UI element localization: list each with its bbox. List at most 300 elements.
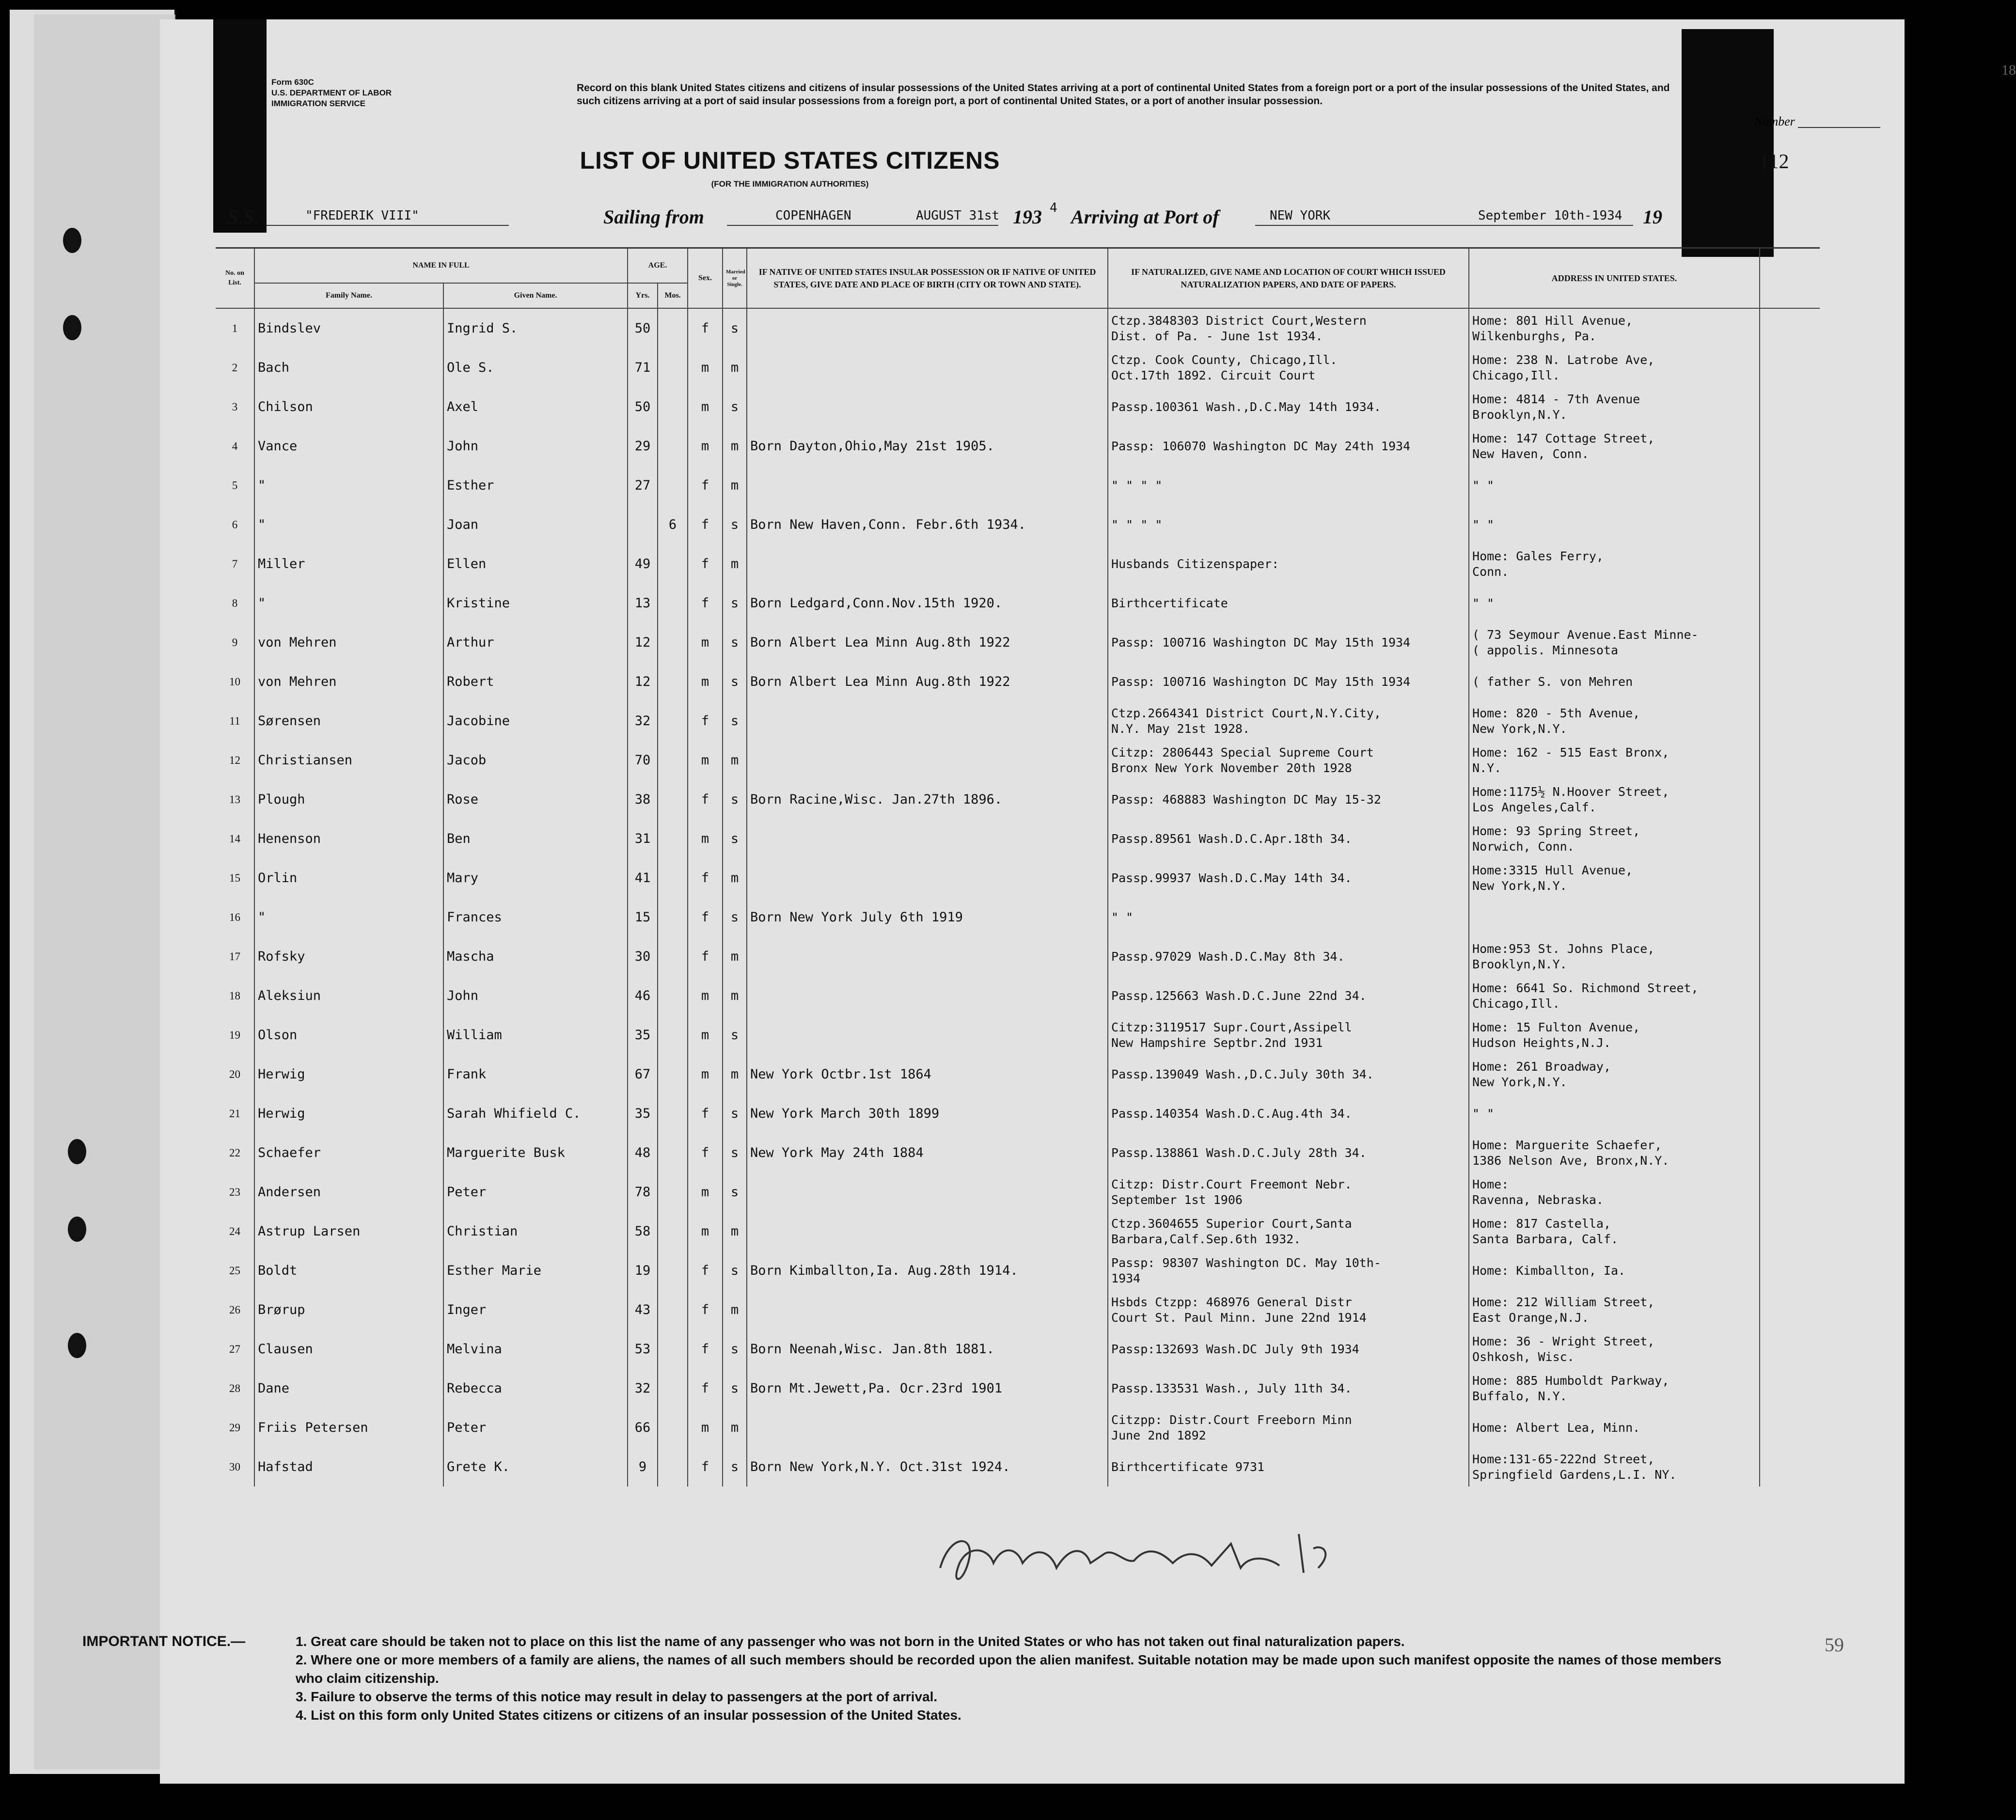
cell-given: Peter [443, 1172, 628, 1212]
cell-ms: m [723, 741, 747, 780]
cell-yrs: 41 [628, 858, 658, 898]
cell-yrs: 13 [628, 584, 658, 623]
cell-addr: Home: Ravenna, Nebraska. [1469, 1172, 1760, 1212]
cell-no: 26 [229, 1303, 240, 1316]
cell-sex: m [688, 819, 723, 858]
cell-birth [747, 544, 1108, 584]
cell-given: Kristine [443, 584, 628, 623]
cell-birth [747, 819, 1108, 858]
binder-hole [63, 228, 81, 253]
cell-given: Esther Marie [443, 1251, 628, 1290]
cell-no: 1 [232, 322, 238, 334]
cell-yrs: 50 [628, 308, 658, 348]
cell-ms: m [723, 1212, 747, 1251]
cell-sex: f [688, 1094, 723, 1133]
cell-given: Robert [443, 662, 628, 701]
cell-ms: s [723, 1133, 747, 1172]
cell-family: Sørensen [254, 701, 443, 741]
cell-given: Jacob [443, 741, 628, 780]
cell-family: von Mehren [254, 623, 443, 662]
table-row [216, 1447, 1820, 1487]
cell-sex: f [688, 505, 723, 544]
year-trailing: 19 [1643, 206, 1662, 228]
cell-family: von Mehren [254, 662, 443, 701]
cell-sex: m [688, 1055, 723, 1094]
cell-yrs: 53 [628, 1329, 658, 1369]
cell-mos [658, 1172, 688, 1212]
header-given-name: Given Name. [443, 283, 628, 308]
header-family-name: Family Name. [254, 283, 443, 308]
cell-sex: f [688, 898, 723, 937]
cell-addr: Home: Kimballton, Ia. [1469, 1251, 1760, 1290]
cell-no: 5 [232, 479, 238, 491]
table-row [216, 976, 1820, 1015]
sailing-label: Sailing from [603, 206, 704, 228]
cell-nat: " " " " [1108, 505, 1469, 544]
sheet-number: 59 [1825, 1634, 1844, 1656]
cell-birth: Born Ledgard,Conn.Nov.15th 1920. [747, 584, 1108, 623]
cell-blank [1760, 1447, 1820, 1487]
cell-yrs: 71 [628, 348, 658, 387]
header-sex: Sex. [688, 248, 723, 309]
cell-sex: f [688, 701, 723, 741]
inspector-signature [930, 1515, 1367, 1592]
cell-sex: m [688, 1408, 723, 1447]
cell-blank [1760, 898, 1820, 937]
cell-blank [1760, 1055, 1820, 1094]
cell-addr: Home: 817 Castella, Santa Barbara, Calf. [1469, 1212, 1760, 1251]
cell-nat: Passp:132693 Wash.DC July 9th 1934 [1108, 1329, 1469, 1369]
cell-family: Astrup Larsen [254, 1212, 443, 1251]
cell-birth [747, 701, 1108, 741]
cell-no: 29 [229, 1421, 240, 1434]
header-address: ADDRESS IN UNITED STATES. [1469, 248, 1760, 309]
cell-no: 19 [229, 1029, 240, 1041]
cell-nat: Ctzp.2664341 District Court,N.Y.City, N.Y. May 21st 1928. [1108, 701, 1469, 741]
cell-yrs: 19 [628, 1251, 658, 1290]
cell-family: Christiansen [254, 741, 443, 780]
cell-mos [658, 348, 688, 387]
paper-stack-inner [34, 15, 175, 1769]
cell-blank [1760, 1212, 1820, 1251]
port-from: COPENHAGEN [775, 208, 851, 223]
cell-yrs: 46 [628, 976, 658, 1015]
underline [1255, 225, 1633, 226]
cell-ms: m [723, 858, 747, 898]
cell-blank [1760, 858, 1820, 898]
notice-item: 1. Great care should be taken not to place on this list the name of any passenger who was not born in the United States or who has not taken out final naturalization papers. [296, 1634, 1405, 1649]
cell-given: Rebecca [443, 1369, 628, 1408]
cell-ms: m [723, 1290, 747, 1329]
cell-addr [1469, 898, 1760, 937]
cell-sex: f [688, 858, 723, 898]
cell-addr: Home: 238 N. Latrobe Ave, Chicago,Ill. [1469, 348, 1760, 387]
cell-birth [747, 387, 1108, 427]
number-line [1798, 127, 1880, 128]
cell-nat: Passp.89561 Wash.D.C.Apr.18th 34. [1108, 819, 1469, 858]
cell-ms: m [723, 937, 747, 976]
cell-mos [658, 1408, 688, 1447]
cell-mos [658, 1369, 688, 1408]
cell-no: 21 [229, 1107, 240, 1120]
cell-blank [1760, 308, 1820, 348]
cell-mos [658, 1251, 688, 1290]
table-row [216, 1369, 1820, 1408]
table-row [216, 780, 1820, 819]
cell-ms: s [723, 780, 747, 819]
cell-sex: f [688, 1329, 723, 1369]
cell-nat: Passp.140354 Wash.D.C.Aug.4th 34. [1108, 1094, 1469, 1133]
cell-sex: m [688, 1015, 723, 1055]
cell-given: Inger [443, 1290, 628, 1329]
cell-sex: f [688, 937, 723, 976]
cell-addr: Home: 885 Humboldt Parkway, Buffalo, N.Y. [1469, 1369, 1760, 1408]
cell-yrs: 35 [628, 1094, 658, 1133]
table-row [216, 308, 1820, 348]
cell-ms: s [723, 819, 747, 858]
cell-birth [747, 976, 1108, 1015]
cell-yrs: 38 [628, 780, 658, 819]
cell-sex: f [688, 1251, 723, 1290]
cell-yrs: 29 [628, 427, 658, 466]
cell-family: Olson [254, 1015, 443, 1055]
cell-addr: Home: 261 Broadway, New York,N.Y. [1469, 1055, 1760, 1094]
cell-blank [1760, 1251, 1820, 1290]
cell-no: 23 [229, 1186, 240, 1198]
cell-nat: Ctzp. Cook County, Chicago,Ill. Oct.17th 1892. Circuit Court [1108, 348, 1469, 387]
cell-addr: " " [1469, 505, 1760, 544]
cell-no: 8 [232, 597, 238, 609]
table-row [216, 937, 1820, 976]
cell-birth [747, 1015, 1108, 1055]
cell-no: 12 [229, 754, 240, 766]
cell-birth: Born Albert Lea Minn Aug.8th 1922 [747, 623, 1108, 662]
table-row [216, 1094, 1820, 1133]
cell-mos [658, 387, 688, 427]
number-label: Number [1754, 114, 1795, 128]
cell-addr: ( father S. von Mehren [1469, 662, 1760, 701]
cell-given: Christian [443, 1212, 628, 1251]
cell-ms: s [723, 1329, 747, 1369]
cell-blank [1760, 466, 1820, 505]
cell-no: 14 [229, 832, 240, 845]
form-number: Form 630C [271, 78, 314, 87]
ship-name: "FREDERIK VIII" [305, 208, 419, 223]
cell-nat: Passp.100361 Wash.,D.C.May 14th 1934. [1108, 387, 1469, 427]
cell-nat: Passp.138861 Wash.D.C.July 28th 34. [1108, 1133, 1469, 1172]
cell-nat: Passp: 100716 Washington DC May 15th 1934 [1108, 623, 1469, 662]
arriving-label: Arriving at Port of [1071, 206, 1219, 228]
cell-addr: Home:1175½ N.Hoover Street, Los Angeles,Calf. [1469, 780, 1760, 819]
cell-nat: Citzpp: Distr.Court Freeborn Minn June 2nd 1892 [1108, 1408, 1469, 1447]
cell-yrs: 30 [628, 937, 658, 976]
cell-yrs: 12 [628, 623, 658, 662]
cell-mos [658, 623, 688, 662]
cell-yrs: 67 [628, 1055, 658, 1094]
table-row [216, 584, 1820, 623]
cell-addr: Home: 147 Cottage Street, New Haven, Conn. [1469, 427, 1760, 466]
cell-birth: Born New York July 6th 1919 [747, 898, 1108, 937]
cell-family: Schaefer [254, 1133, 443, 1172]
cell-ms: s [723, 898, 747, 937]
cell-ms: s [723, 1251, 747, 1290]
cell-family: Plough [254, 780, 443, 819]
cell-birth: Born Kimballton,Ia. Aug.28th 1914. [747, 1251, 1108, 1290]
page-number: 112 [1759, 151, 1789, 173]
cell-mos [658, 780, 688, 819]
cell-ms: m [723, 1055, 747, 1094]
cell-addr: " " [1469, 584, 1760, 623]
cell-birth: New York Octbr.1st 1864 [747, 1055, 1108, 1094]
cell-no: 7 [232, 557, 238, 570]
cell-ms: m [723, 427, 747, 466]
date-from: AUGUST 31st [916, 208, 1000, 223]
cell-sex: f [688, 584, 723, 623]
cell-sex: m [688, 662, 723, 701]
cell-family: Rofsky [254, 937, 443, 976]
cell-no: 3 [232, 400, 238, 413]
cell-no: 16 [229, 911, 240, 923]
cell-family: " [254, 898, 443, 937]
cell-yrs: 66 [628, 1408, 658, 1447]
cell-nat: Citzp: Distr.Court Freemont Nebr. September 1st 1906 [1108, 1172, 1469, 1212]
cell-given: Ellen [443, 544, 628, 584]
header-mos: Mos. [658, 283, 688, 308]
cell-mos [658, 427, 688, 466]
cell-blank [1760, 1094, 1820, 1133]
cell-no: 17 [229, 950, 240, 963]
cell-given: Grete K. [443, 1447, 628, 1487]
cell-yrs: 9 [628, 1447, 658, 1487]
cell-mos [658, 701, 688, 741]
cell-addr: Home: 820 - 5th Avenue, New York,N.Y. [1469, 701, 1760, 741]
corner-mark: 18 [2001, 62, 2016, 78]
cell-given: Joan [443, 505, 628, 544]
cell-no: 28 [229, 1382, 240, 1394]
cell-given: Marguerite Busk [443, 1133, 628, 1172]
cell-given: Rose [443, 780, 628, 819]
table-row [216, 1172, 1820, 1212]
cell-no: 2 [232, 361, 238, 374]
notice-item: 4. List on this form only United States citizens or citizens of an insular possession of the United States. [296, 1708, 961, 1723]
cell-given: Melvina [443, 1329, 628, 1369]
cell-family: Friis Petersen [254, 1408, 443, 1447]
cell-ms: s [723, 584, 747, 623]
cell-family: Herwig [254, 1055, 443, 1094]
cell-addr: Home: 15 Fulton Avenue, Hudson Heights,N.J. [1469, 1015, 1760, 1055]
cell-blank [1760, 701, 1820, 741]
cell-no: 18 [229, 989, 240, 1002]
passenger-table [216, 247, 1820, 1487]
voyage-line [160, 199, 1905, 228]
table-row [216, 1133, 1820, 1172]
cell-addr: Home: 36 - Wright Street, Oshkosh, Wisc. [1469, 1329, 1760, 1369]
header-birth: IF NATIVE OF UNITED STATES INSULAR POSSESSION OR IF NATIVE OF UNITED STATES, GIVE DATE AND PLACE OF BIRTH (CITY OR TOWN AND STATE). [747, 248, 1108, 309]
cell-nat: Passp.133531 Wash., July 11th 34. [1108, 1369, 1469, 1408]
cell-birth [747, 348, 1108, 387]
cell-mos [658, 1447, 688, 1487]
cell-nat: Passp: 98307 Washington DC. May 10th- 1934 [1108, 1251, 1469, 1290]
table-row [216, 858, 1820, 898]
cell-mos [658, 741, 688, 780]
cell-nat: Husbands Citizenspaper: [1108, 544, 1469, 584]
cell-ms: m [723, 466, 747, 505]
cell-no: 27 [229, 1343, 240, 1355]
cell-mos [658, 937, 688, 976]
cell-mos [658, 1094, 688, 1133]
cell-nat: Passp.139049 Wash.,D.C.July 30th 34. [1108, 1055, 1469, 1094]
cell-sex: f [688, 1290, 723, 1329]
cell-blank [1760, 780, 1820, 819]
page-subtitle: (FOR THE IMMIGRATION AUTHORITIES) [711, 179, 869, 189]
cell-birth [747, 858, 1108, 898]
cell-ms: m [723, 348, 747, 387]
cell-blank [1760, 1369, 1820, 1408]
cell-given: Mary [443, 858, 628, 898]
cell-blank [1760, 1329, 1820, 1369]
header-no: No. on List. [216, 248, 254, 309]
cell-blank [1760, 1290, 1820, 1329]
service-line: IMMIGRATION SERVICE [271, 99, 365, 108]
notice-items [296, 1632, 1730, 1725]
cell-birth: Born Racine,Wisc. Jan.27th 1896. [747, 780, 1108, 819]
cell-family: Brørup [254, 1290, 443, 1329]
cell-family: Orlin [254, 858, 443, 898]
cell-no: 6 [232, 518, 238, 531]
cell-mos [658, 976, 688, 1015]
cell-sex: f [688, 1133, 723, 1172]
cell-mos [658, 584, 688, 623]
cell-family: Dane [254, 1369, 443, 1408]
cell-nat: " " [1108, 898, 1469, 937]
cell-nat: Birthcertificate [1108, 584, 1469, 623]
cell-nat: " " " " [1108, 466, 1469, 505]
header-age: AGE. [628, 248, 688, 284]
cell-sex: m [688, 976, 723, 1015]
cell-mos [658, 544, 688, 584]
cell-no: 9 [232, 636, 238, 649]
underline [267, 225, 509, 226]
cell-family: Miller [254, 544, 443, 584]
cell-yrs: 32 [628, 701, 658, 741]
binder-hole [63, 315, 81, 340]
header-name-in-full: NAME IN FULL [254, 248, 628, 284]
cell-family: Henenson [254, 819, 443, 858]
cell-sex: f [688, 780, 723, 819]
table-row [216, 1015, 1820, 1055]
table-row [216, 898, 1820, 937]
table-row [216, 348, 1820, 387]
cell-no: 20 [229, 1068, 240, 1080]
cell-family: Aleksiun [254, 976, 443, 1015]
header-yrs: Yrs. [628, 283, 658, 308]
year-suffix: 4 [1050, 201, 1057, 215]
date-to: September 10th-1934 [1478, 208, 1622, 223]
cell-sex: m [688, 741, 723, 780]
cell-given: William [443, 1015, 628, 1055]
header-naturalization: IF NATURALIZED, GIVE NAME AND LOCATION OF COURT WHICH ISSUED NATURALIZATION PAPERS, AND DATE OF PAPERS. [1108, 248, 1469, 309]
cell-no: 11 [229, 714, 240, 727]
cell-birth: New York March 30th 1899 [747, 1094, 1108, 1133]
cell-family: Bach [254, 348, 443, 387]
cell-birth: Born New York,N.Y. Oct.31st 1924. [747, 1447, 1108, 1487]
cell-sex: m [688, 387, 723, 427]
cell-no: 25 [229, 1264, 240, 1277]
cell-birth: Born New Haven,Conn. Febr.6th 1934. [747, 505, 1108, 544]
cell-nat: Passp.125663 Wash.D.C.June 22nd 34. [1108, 976, 1469, 1015]
cell-birth [747, 308, 1108, 348]
cell-nat: Passp.97029 Wash.D.C.May 8th 34. [1108, 937, 1469, 976]
cell-blank [1760, 937, 1820, 976]
table-row [216, 1055, 1820, 1094]
cell-birth: New York May 24th 1884 [747, 1133, 1108, 1172]
cell-ms: m [723, 976, 747, 1015]
cell-addr: " " [1469, 466, 1760, 505]
cell-family: Boldt [254, 1251, 443, 1290]
cell-addr: Home: 6641 So. Richmond Street, Chicago,Ill. [1469, 976, 1760, 1015]
year-prefix: 193 [1013, 206, 1042, 228]
cell-blank [1760, 1133, 1820, 1172]
cell-mos [658, 1290, 688, 1329]
header-married: Married or Single. [723, 248, 747, 309]
cell-nat: Ctzp.3848303 District Court,Western Dist. of Pa. - June 1st 1934. [1108, 308, 1469, 348]
cell-addr: " " [1469, 1094, 1760, 1133]
cell-sex: m [688, 427, 723, 466]
cell-sex: m [688, 1172, 723, 1212]
cell-family: Vance [254, 427, 443, 466]
cell-nat: Citzp: 2806443 Special Supreme Court Bronx New York November 20th 1928 [1108, 741, 1469, 780]
cell-birth [747, 1290, 1108, 1329]
cell-birth [747, 1172, 1108, 1212]
header-blank [1760, 248, 1820, 309]
cell-ms: s [723, 1172, 747, 1212]
cell-birth [747, 937, 1108, 976]
binder-hole [68, 1139, 86, 1164]
cell-yrs [628, 505, 658, 544]
cell-family: Clausen [254, 1329, 443, 1369]
cell-ms: s [723, 623, 747, 662]
cell-blank [1760, 662, 1820, 701]
cell-addr: Home: Albert Lea, Minn. [1469, 1408, 1760, 1447]
cell-sex: f [688, 544, 723, 584]
cell-given: Ingrid S. [443, 308, 628, 348]
table-row [216, 466, 1820, 505]
cell-mos [658, 1329, 688, 1369]
cell-sex: f [688, 1369, 723, 1408]
cell-yrs: 70 [628, 741, 658, 780]
cell-blank [1760, 505, 1820, 544]
cell-birth [747, 1408, 1108, 1447]
cell-yrs: 48 [628, 1133, 658, 1172]
cell-family: Andersen [254, 1172, 443, 1212]
underline [727, 225, 998, 226]
cell-nat: Citzp:3119517 Supr.Court,Assipell New Hampshire Septbr.2nd 1931 [1108, 1015, 1469, 1055]
cell-yrs: 78 [628, 1172, 658, 1212]
cell-mos [658, 858, 688, 898]
cell-nat: Passp: 468883 Washington DC May 15-32 [1108, 780, 1469, 819]
table-row [216, 505, 1820, 544]
cell-no: 15 [229, 871, 240, 884]
cell-ms: s [723, 1447, 747, 1487]
department-line: U.S. DEPARTMENT OF LABOR [271, 88, 392, 97]
cell-ms: s [723, 1015, 747, 1055]
cell-yrs: 43 [628, 1290, 658, 1329]
cell-nat: Birthcertificate 9731 [1108, 1447, 1469, 1487]
cell-yrs: 27 [628, 466, 658, 505]
cell-family: " [254, 584, 443, 623]
cell-blank [1760, 741, 1820, 780]
table-row [216, 1212, 1820, 1251]
